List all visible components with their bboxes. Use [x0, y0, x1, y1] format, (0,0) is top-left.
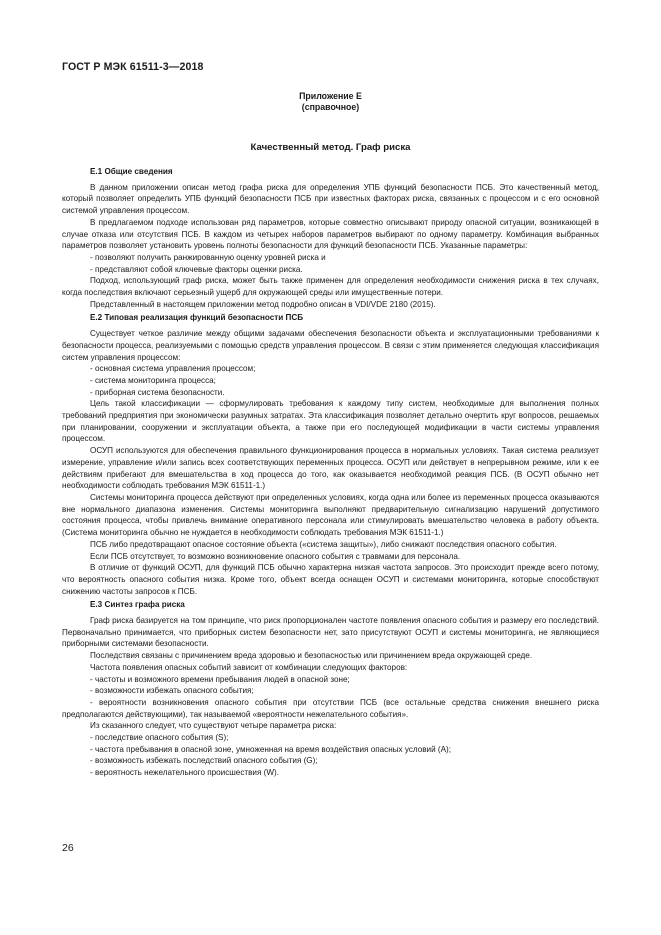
list-item: - представляют собой ключевые факторы оценки риска. [90, 264, 303, 274]
list-item: - частота пребывания в опасной зоне, умноженная на время воздействия опасных условий (A); [90, 744, 451, 754]
paragraph: Подход, использующий граф риска, может быть также применен для определения необходимости снижения риска в тех случаях, когда последствия включают серьезный ущерб для окружающей среды или имущественные потери. [62, 276, 599, 298]
list-item: - приборная система безопасности. [90, 387, 225, 397]
paragraph: Из сказанного следует, что существуют четыре параметра риска: [90, 721, 337, 731]
paragraph: В предлагаемом подходе использован ряд параметров, которые совместно описывают природу опасной ситуации, возникающей в случае отказа или отсутствия ПСБ. В каждом из четырех наборов параметров выбирают по одному параметру. Комбинация выбранных параметров позволяет установить уровень полноты безопасности для функций безопасности ПСБ. Указанные параметры: [62, 217, 599, 251]
paragraph: Существует четкое различие между общими задачами обеспечения безопасности объекта и эксплуатационными требованиями к безопасности процесса, реализуемыми с помощью средств управления процессом. В связи с этим применяется следующая классификация систем управления процессом: [62, 329, 599, 362]
list-item: - возможность избежать последствий опасного события (G); [90, 756, 318, 766]
annex-title: Приложение Е [299, 91, 362, 101]
list-item: - частоты и возможного времени пребывания людей в опасной зоне; [90, 674, 350, 684]
document-body [62, 166, 599, 779]
paragraph: Последствия связаны с причинением вреда здоровью и безопасностью или причинением вреда окружающей среде. [90, 651, 533, 661]
paragraph: Если ПСБ отсутствует, то возможно возникновение опасного события с травмами для персонала. [90, 551, 461, 561]
paragraph: Частота появления опасных событий зависит от комбинации следующих факторов: [90, 662, 408, 672]
section-heading-e1: Е.1 Общие сведения [90, 167, 173, 176]
paragraph: В данном приложении описан метод графа риска для определения УПБ функций безопасности ПСБ. Это качественный метод, который позволяет определить УПБ функций безопасности ПСБ при известных факторах риска, связанных с процессом и с его основной системой управления процессом. [62, 182, 599, 216]
paragraph: Цель такой классификации — сформулировать требования к каждому типу систем, необходимые для выполнения полных требований предприятия при экономически разумных затратах. Эта классификация позволяет детально очертить круг вопросов, решаемых при планировании, сооружении и эксплуатации объекта, а также при его последующей модификации в части системы управления процессом. [62, 399, 599, 444]
paragraph: ОСУП используются для обеспечения правильного функционирования процесса в нормальных условиях. Такая система реализует измерение, управление и/или запись всех соответствующих переменных процесса. ОСУП или действует в непрерывном режиме, или к ее действиям прибегают для вмешательства в ход процесса до того, как оказывается необходимой реакция ПСБ. (В ОСУП обычно нет необходимости соблюдать требования МЭК 61511-1.) [62, 446, 599, 491]
annex-subtitle: (справочное) [301, 102, 360, 112]
list-item: - основная система управления процессом; [90, 364, 256, 374]
section-heading-e3: Е.3 Синтез графа риска [90, 600, 185, 610]
standard-header: ГОСТ Р МЭК 61511-3—2018 [62, 61, 204, 73]
page-number: 26 [62, 842, 74, 854]
section-heading-e2: Е.2 Типовая реализация функций безопасности ПСБ [90, 313, 304, 323]
list-item: - возможности избежать опасного события; [90, 686, 254, 696]
paragraph: ПСБ либо предотвращают опасное состояние объекта («система защиты»), либо снижают последствия опасного события. [90, 539, 557, 549]
paragraph: В отличие от функций ОСУП, для функций ПСБ обычно характерна низкая частота запросов. Это происходит прежде всего потому, что вероятность опасного события низка. Кроме того, объект всегда оснащен ОСУП и системами мониторинга, которые способствуют снижению частоты запросов к ПСБ. [62, 563, 599, 596]
list-item: - вероятность нежелательного происшествия (W). [90, 768, 279, 778]
paragraph: - вероятности возникновения опасного события при отсутствии ПСБ (все остальные средства снижения внешнего риска предполагаются действующими), так называемой «вероятности нежелательного события». [62, 697, 599, 719]
paragraph: Представленный в настоящем приложении метод подробно описан в VDI/VDE 2180 (2015). [90, 299, 436, 309]
document-title: Качественный метод. Граф риска [250, 142, 411, 153]
list-item: - позволяют получить ранжированную оценку уровней риска и [90, 252, 326, 262]
list-item: - последствие опасного события (S); [90, 733, 229, 743]
paragraph: Граф риска базируется на том принципе, что риск пропорционален частоте появления опасного события и размеру его последствий. Первоначально принимается, что приборных систем безопасности нет, зато присутствуют ОСУП и системы мониторинга, не являющиеся приборными системами безопасности. [62, 616, 599, 649]
list-item: - система мониторинга процесса; [90, 375, 216, 385]
annex-heading [62, 91, 599, 113]
paragraph: Системы мониторинга процесса действуют при определенных условиях, когда одна или более из переменных процесса оказываются вне нормального диапазона изменения. Системы мониторинга выполняют предварительную сигнализацию нарушений допустимого состояния процесса, чтобы привлечь внимание оперативного персонала или стимулировать вмешательство человека в работу объекта. (Система мониторинга обычно не нуждается в необходимости соблюдать требования МЭК 61511-1.) [62, 492, 599, 538]
